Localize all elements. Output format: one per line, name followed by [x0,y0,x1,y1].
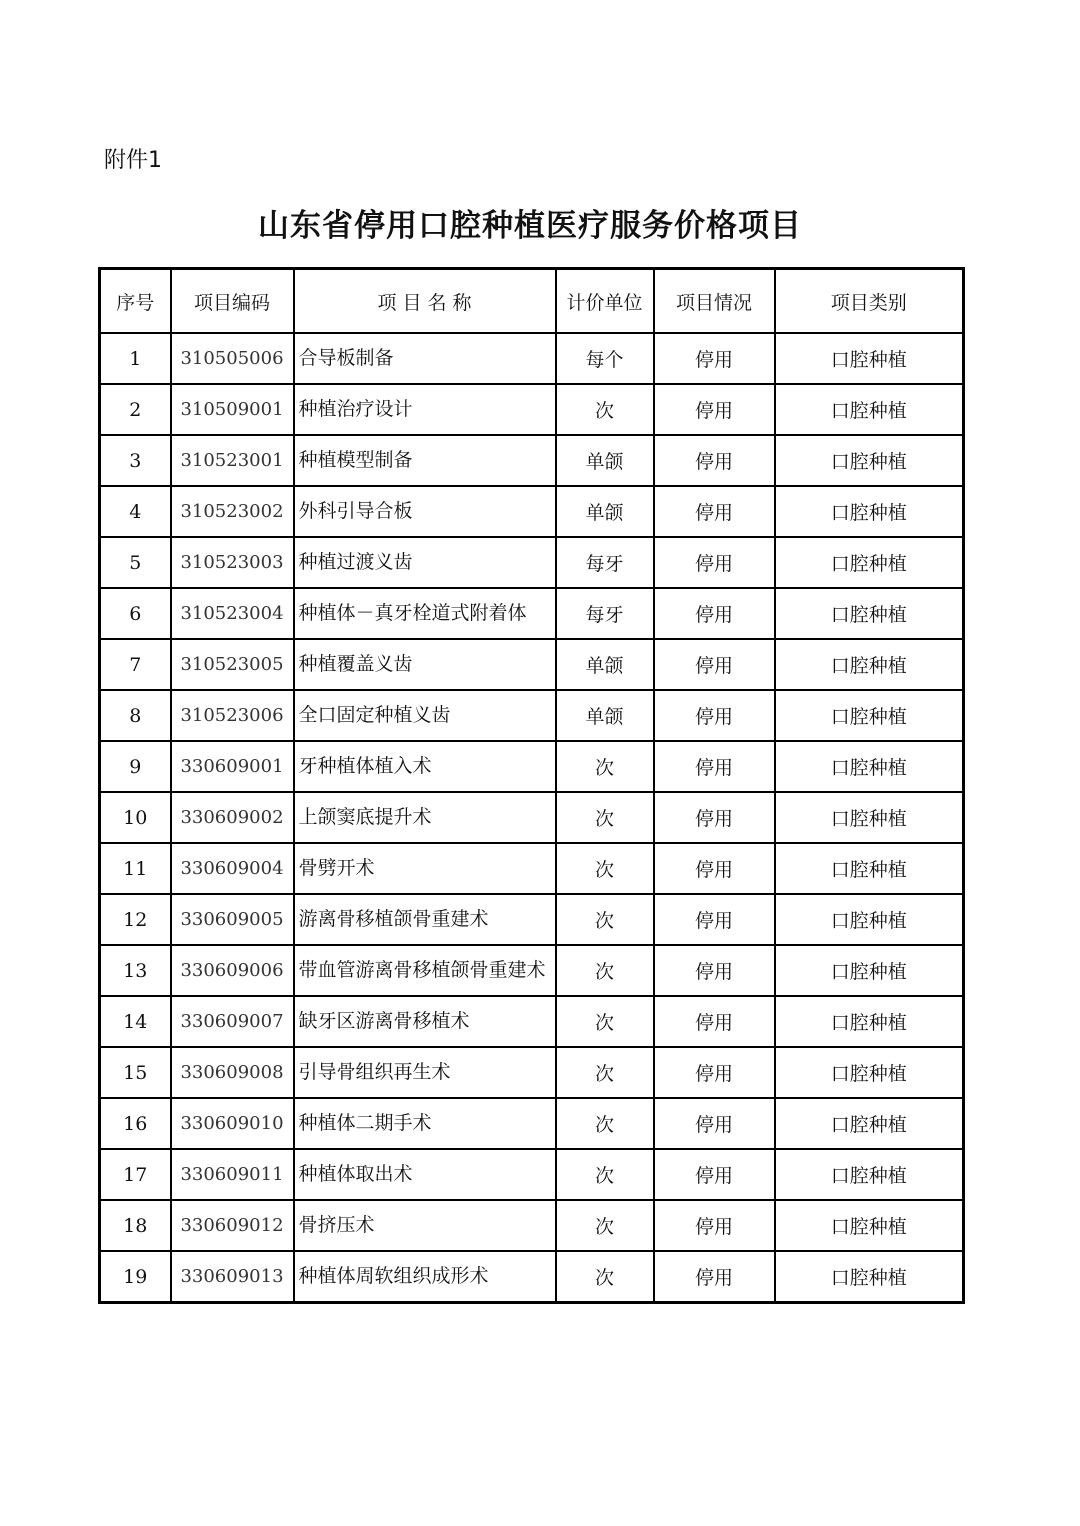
table-row [100,1047,964,1098]
cell-code: 330609001 [171,741,294,792]
cell-status: 停用 [654,588,775,639]
cell-category: 口腔种植 [775,588,964,639]
cell-category: 口腔种植 [775,435,964,486]
cell-code: 330609002 [171,792,294,843]
cell-unit: 次 [556,792,654,843]
cell-name: 骨挤压术 [294,1200,556,1251]
table-row [100,1200,964,1251]
cell-name: 牙种植体植入术 [294,741,556,792]
cell-status: 停用 [654,1149,775,1200]
cell-name: 种植过渡义齿 [294,537,556,588]
cell-code: 310509001 [171,384,294,435]
table-row [100,690,964,741]
cell-no: 14 [100,996,171,1047]
cell-code: 330609013 [171,1251,294,1303]
table-row [100,537,964,588]
cell-unit: 单颌 [556,486,654,537]
cell-category: 口腔种植 [775,792,964,843]
cell-status: 停用 [654,843,775,894]
cell-no: 6 [100,588,171,639]
cell-name: 游离骨移植颌骨重建术 [294,894,556,945]
cell-code: 330609006 [171,945,294,996]
cell-no: 18 [100,1200,171,1251]
cell-no: 16 [100,1098,171,1149]
cell-name: 种植体取出术 [294,1149,556,1200]
cell-status: 停用 [654,792,775,843]
cell-code: 310523006 [171,690,294,741]
cell-no: 9 [100,741,171,792]
cell-category: 口腔种植 [775,1200,964,1251]
cell-unit: 次 [556,843,654,894]
cell-unit: 每个 [556,333,654,384]
cell-status: 停用 [654,1200,775,1251]
cell-category: 口腔种植 [775,639,964,690]
cell-code: 310523002 [171,486,294,537]
cell-status: 停用 [654,486,775,537]
cell-name: 种植体周软组织成形术 [294,1251,556,1303]
cell-name: 合导板制备 [294,333,556,384]
cell-no: 5 [100,537,171,588]
cell-unit: 单颌 [556,639,654,690]
table-row [100,588,964,639]
cell-code: 330609008 [171,1047,294,1098]
cell-category: 口腔种植 [775,741,964,792]
table-row [100,996,964,1047]
cell-name: 上颌窦底提升术 [294,792,556,843]
cell-code: 310523005 [171,639,294,690]
table-row [100,1149,964,1200]
table-row [100,639,964,690]
cell-category: 口腔种植 [775,690,964,741]
cell-no: 17 [100,1149,171,1200]
header-status: 项目情况 [654,269,775,334]
cell-no: 7 [100,639,171,690]
cell-name: 种植体二期手术 [294,1098,556,1149]
cell-no: 11 [100,843,171,894]
cell-unit: 次 [556,1149,654,1200]
cell-status: 停用 [654,1098,775,1149]
cell-no: 12 [100,894,171,945]
cell-unit: 次 [556,894,654,945]
cell-name: 种植治疗设计 [294,384,556,435]
cell-status: 停用 [654,996,775,1047]
cell-category: 口腔种植 [775,537,964,588]
cell-unit: 单颌 [556,435,654,486]
cell-status: 停用 [654,1251,775,1303]
cell-unit: 次 [556,741,654,792]
cell-name: 骨劈开术 [294,843,556,894]
cell-code: 330609004 [171,843,294,894]
table-body [100,333,964,1303]
cell-no: 1 [100,333,171,384]
cell-category: 口腔种植 [775,996,964,1047]
cell-name: 种植体－真牙栓道式附着体 [294,588,556,639]
cell-category: 口腔种植 [775,384,964,435]
table-row [100,792,964,843]
header-no: 序号 [100,269,171,334]
cell-unit: 次 [556,1251,654,1303]
cell-name: 引导骨组织再生术 [294,1047,556,1098]
table-row [100,894,964,945]
cell-status: 停用 [654,945,775,996]
cell-status: 停用 [654,384,775,435]
cell-no: 2 [100,384,171,435]
cell-code: 330609005 [171,894,294,945]
cell-status: 停用 [654,741,775,792]
cell-unit: 每牙 [556,588,654,639]
cell-code: 330609010 [171,1098,294,1149]
table-row [100,843,964,894]
table-row [100,435,964,486]
cell-unit: 次 [556,1200,654,1251]
cell-unit: 次 [556,1098,654,1149]
cell-code: 330609007 [171,996,294,1047]
cell-no: 8 [100,690,171,741]
cell-status: 停用 [654,333,775,384]
header-code: 项目编码 [171,269,294,334]
cell-name: 种植模型制备 [294,435,556,486]
cell-category: 口腔种植 [775,1098,964,1149]
cell-code: 310523003 [171,537,294,588]
cell-unit: 次 [556,996,654,1047]
cell-status: 停用 [654,537,775,588]
cell-no: 3 [100,435,171,486]
cell-code: 310523001 [171,435,294,486]
cell-category: 口腔种植 [775,843,964,894]
cell-name: 缺牙区游离骨移植术 [294,996,556,1047]
cell-no: 13 [100,945,171,996]
header-category: 项目类别 [775,269,964,334]
cell-no: 19 [100,1251,171,1303]
cell-unit: 次 [556,384,654,435]
cell-status: 停用 [654,894,775,945]
cell-code: 330609012 [171,1200,294,1251]
cell-category: 口腔种植 [775,1149,964,1200]
cell-category: 口腔种植 [775,1047,964,1098]
cell-no: 15 [100,1047,171,1098]
header-unit: 计价单位 [556,269,654,334]
cell-no: 10 [100,792,171,843]
price-table [98,267,965,1304]
cell-unit: 每牙 [556,537,654,588]
cell-category: 口腔种植 [775,945,964,996]
table-row [100,1251,964,1303]
cell-category: 口腔种植 [775,486,964,537]
page-title: 山东省停用口腔种植医疗服务价格项目 [258,208,802,244]
table-row [100,945,964,996]
table-row [100,486,964,537]
table-row [100,741,964,792]
table-row [100,1098,964,1149]
cell-category: 口腔种植 [775,1251,964,1303]
cell-code: 330609011 [171,1149,294,1200]
cell-category: 口腔种植 [775,894,964,945]
cell-unit: 次 [556,945,654,996]
cell-name: 外科引导合板 [294,486,556,537]
cell-unit: 单颌 [556,690,654,741]
cell-status: 停用 [654,690,775,741]
cell-name: 全口固定种植义齿 [294,690,556,741]
cell-code: 310523004 [171,588,294,639]
header-name: 项 目 名 称 [294,269,556,334]
cell-status: 停用 [654,1047,775,1098]
cell-status: 停用 [654,639,775,690]
cell-name: 带血管游离骨移植颌骨重建术 [294,945,556,996]
table-header-row [100,269,964,334]
attachment-label: 附件1 [104,148,162,173]
table-row [100,333,964,384]
cell-code: 310505006 [171,333,294,384]
cell-status: 停用 [654,435,775,486]
cell-category: 口腔种植 [775,333,964,384]
cell-no: 4 [100,486,171,537]
cell-unit: 次 [556,1047,654,1098]
table-row [100,384,964,435]
cell-name: 种植覆盖义齿 [294,639,556,690]
